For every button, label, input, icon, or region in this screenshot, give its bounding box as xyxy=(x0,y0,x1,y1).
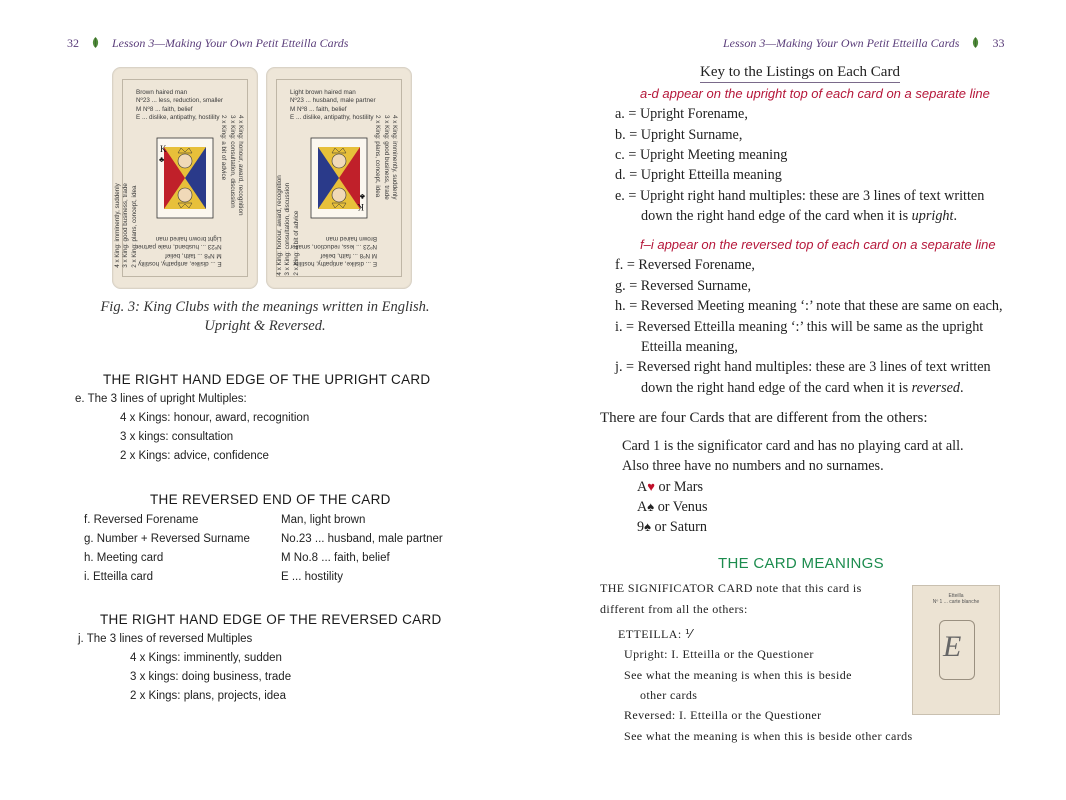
table-value: M No.8 ... faith, belief xyxy=(281,552,390,564)
right-header xyxy=(723,36,1004,51)
note-upright: a-d appear on the upright top of each card on a separate line xyxy=(640,86,990,101)
section-heading-reversed-end: THE REVERSED END OF THE CARD xyxy=(150,492,391,507)
etteilla-label: ETTEILLA: ⅟ xyxy=(618,627,693,641)
section-heading-reversed-edge: THE RIGHT HAND EDGE OF THE REVERSED CARD xyxy=(100,612,442,627)
table-label: h. Meeting card xyxy=(84,552,164,564)
upright-meaning: Upright: I. Etteilla or the Questioner xyxy=(624,647,814,661)
card-right-multiples: 4 x King: honour, award, recognition 3 x King: consultation, discussion 2 x King: a bit of advice xyxy=(220,115,244,216)
list-item-continuation: down the right hand edge of the card when it is upright. xyxy=(641,208,957,224)
svg-text:♣: ♣ xyxy=(359,192,365,201)
significator-card-image: Etteilla Nº 1 ... carte blanche E xyxy=(912,585,1000,715)
table-label: f. Reversed Forename xyxy=(84,514,199,526)
table-value: E ... hostility xyxy=(281,571,343,583)
running-title: Lesson 3—Making Your Own Petit Etteilla Cards xyxy=(723,36,960,50)
card-reversed-text: E ... dislike, antipathy, hostility M Nº8 ... faith, belief Nº23 ... less, reduction, smaller Brown haired man xyxy=(290,235,377,267)
list-item: 2 x Kings: advice, confidence xyxy=(120,450,269,462)
left-header xyxy=(67,36,348,51)
svg-text:K: K xyxy=(357,202,364,212)
four-cards-text: There are four Cards that are different from the others: xyxy=(600,410,928,426)
svg-text:♣: ♣ xyxy=(159,155,165,164)
card-left-multiples: 4 x King: honour, award, recognition 3 x King: consultation, discussion 2 x King: a bit of advice xyxy=(275,175,300,276)
list-item: 4 x Kings: imminently, sudden xyxy=(130,652,282,664)
list-item: 3 x kings: doing business, trade xyxy=(130,671,292,683)
king-clubs-card-1 xyxy=(112,67,258,289)
page-number: 33 xyxy=(992,36,1005,50)
key-title: Key to the Listings on Each Card xyxy=(700,64,900,83)
note-reversed: f–i appear on the reversed top of each card on a separate line xyxy=(640,237,996,252)
list-item: c. = Upright Meeting meaning xyxy=(615,147,788,163)
see-meaning-2: See what the meaning is when this is beside other cards xyxy=(624,729,913,743)
leaf-icon xyxy=(971,37,980,48)
list-item: e. = Upright right hand multiples: these are 3 lines of text written xyxy=(615,188,985,204)
see-meaning-1-cont: other cards xyxy=(640,688,698,702)
card-upright-text: Brown haired man Nº23 ... less, reduction, smaller M Nº8 ... faith, belief E ... dislike, antipathy, hostility xyxy=(136,89,223,121)
leaf-icon xyxy=(91,37,100,48)
page-number: 32 xyxy=(67,36,79,50)
reversed-multiples-intro: j. The 3 lines of reversed Multiples xyxy=(78,633,253,645)
also-three-text: Also three have no numbers and no surnames. xyxy=(622,458,884,474)
svg-text:K: K xyxy=(160,144,167,154)
list-item: h. = Reversed Meeting meaning ‘:’ note that these are same on each, xyxy=(615,298,1003,314)
table-value: No.23 ... husband, male partner xyxy=(281,533,443,545)
figure-caption: Fig. 3: King Clubs with the meanings written in English. Upright & Reversed. xyxy=(100,299,430,334)
card-left-multiples: 4 x King: imminently, suddenly 3 x King: good business, trade 2 x King: plans, concept, idea xyxy=(113,183,138,268)
list-item: b. = Upright Surname, xyxy=(615,127,743,143)
upright-multiples-intro: e. The 3 lines of upright Multiples: xyxy=(75,393,247,405)
right-page xyxy=(533,0,1066,800)
spade-icon: ♠ xyxy=(644,519,651,534)
special-card-mars: A♥ or Mars xyxy=(637,479,704,495)
card-meanings-heading: THE CARD MEANINGS xyxy=(718,555,884,572)
king-clubs-card-2 xyxy=(266,67,412,289)
special-card-venus: A♠ or Venus xyxy=(637,499,708,515)
special-card-saturn: 9♠ or Saturn xyxy=(637,519,707,535)
list-item: j. = Reversed right hand multiples: these are 3 lines of text written xyxy=(615,359,991,375)
card-upright-text: Light brown haired man Nº23 ... husband, male partner M Nº8 ... faith, belief E ... dislike, antipathy, hostility xyxy=(290,89,376,121)
list-item: 3 x kings: consultation xyxy=(120,431,234,443)
list-item: 2 x Kings: plans, projects, idea xyxy=(130,690,286,702)
list-item: f. = Reversed Forename, xyxy=(615,257,755,273)
list-item: d. = Upright Etteilla meaning xyxy=(615,167,782,183)
list-item: i. = Reversed Etteilla meaning ‘:’ this will be same as the upright xyxy=(615,319,984,335)
king-of-clubs-icon xyxy=(156,137,214,219)
card-reversed-text: E ... dislike, antipathy, hostility M Nº8 ... faith, belief Nº23 ... husband, male partner Light brown haired man xyxy=(136,235,222,267)
table-label: i. Etteilla card xyxy=(84,571,154,583)
list-item-continuation: Etteilla meaning, xyxy=(641,339,738,355)
heart-icon: ♥ xyxy=(647,479,655,494)
list-item: a. = Upright Forename, xyxy=(615,106,748,122)
spade-icon: ♠ xyxy=(647,499,655,514)
etteilla-letter: E xyxy=(943,630,962,663)
see-meaning-1: See what the meaning is when this is beside xyxy=(624,668,852,682)
reversed-meaning: Reversed: I. Etteilla or the Questioner xyxy=(624,708,822,722)
section-heading-upright-edge: THE RIGHT HAND EDGE OF THE UPRIGHT CARD xyxy=(103,372,431,387)
running-title: Lesson 3—Making Your Own Petit Etteilla Cards xyxy=(112,36,349,50)
significator-line-1: THE SIGNIFICATOR CARD note that this card is xyxy=(600,581,862,595)
card1-text: Card 1 is the significator card and has no playing card at all. xyxy=(622,438,964,454)
card-right-multiples: 4 x King: imminently, suddenly 3 x King: good business, trade 2 x King: plans, concept, idea xyxy=(374,115,398,200)
table-value: Man, light brown xyxy=(281,514,366,526)
table-label: g. Number + Reversed Surname xyxy=(84,533,250,545)
king-of-clubs-icon xyxy=(310,137,368,219)
list-item: 4 x Kings: honour, award, recognition xyxy=(120,412,310,424)
list-item: g. = Reversed Surname, xyxy=(615,278,752,294)
list-item-continuation: down the right hand edge of the card when it is reversed. xyxy=(641,380,964,396)
significator-line-2: different from all the others: xyxy=(600,602,748,616)
